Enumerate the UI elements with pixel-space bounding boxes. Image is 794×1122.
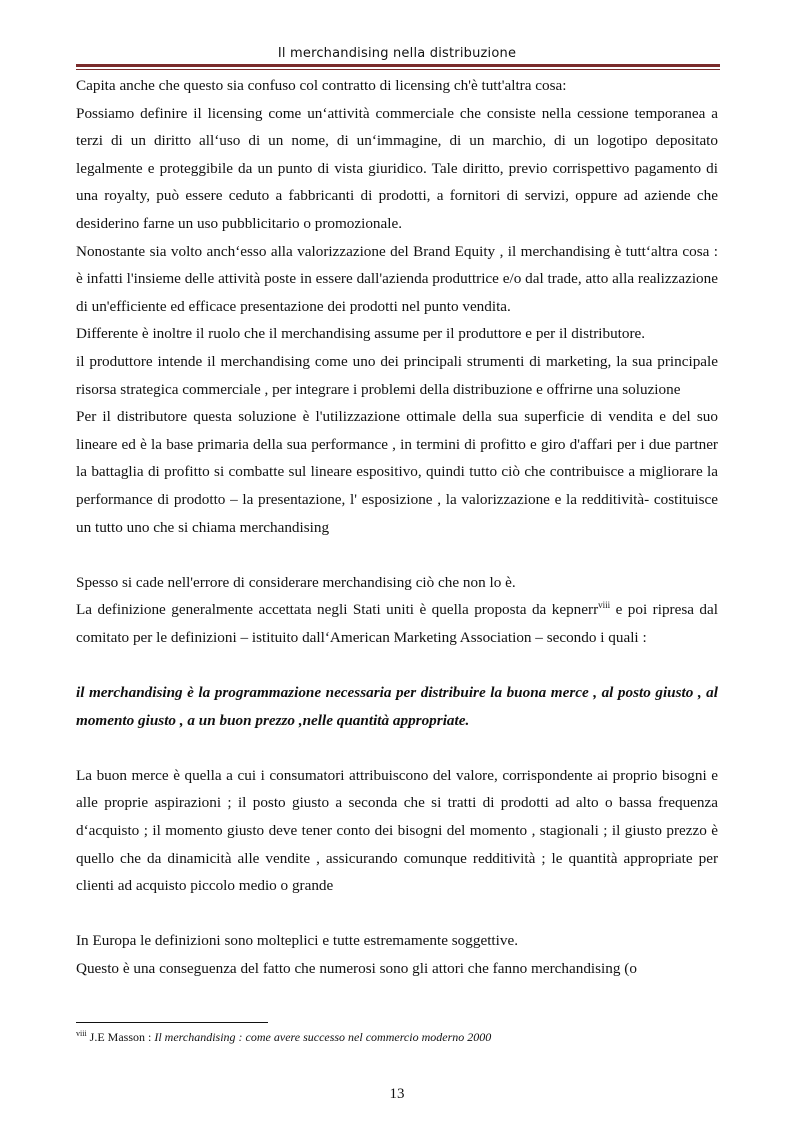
page-body bbox=[76, 72, 718, 983]
running-header: Il merchandising nella distribuzione bbox=[277, 46, 517, 61]
paragraph-6: Per il distributore questa soluzione è l'utilizzazione ottimale della sua superficie di vendita e del suo lineare ed è la base primaria della sua performance , in termini di profitto e giro d'affari per i due partner la battaglia di profitto si combatte sul lineare espositivo, quindi tutto ciò che contribuisce a migliorare la performance di prodotto – la presentazione, l' esposizione , la valorizzazione e la redditività- costituisce un tutto uno che si chiama merchandising bbox=[76, 408, 718, 536]
paragraph-10: In Europa le definizioni sono molteplici e tutte estremamente soggettive. bbox=[76, 932, 518, 950]
blank-line bbox=[76, 541, 718, 569]
footnote-marker: viii bbox=[76, 1029, 87, 1038]
header-rule-thick bbox=[76, 64, 720, 67]
paragraph-8-text-after: e poi ripresa dal comitato per le definizioni – istituito dall‘American Marketing Association – secondo i quali : bbox=[76, 601, 718, 646]
definition-quote: il merchandising è la programmazione necessaria per distribuire la buona merce , al posto giusto , al momento giusto , a un buon prezzo ,nelle quantità appropriate. bbox=[76, 684, 718, 729]
footnote-title: Il merchandising : come avere successo nel commercio moderno 2000 bbox=[154, 1030, 492, 1044]
header-rule-thin bbox=[76, 69, 720, 70]
paragraph-11: Questo è una conseguenza del fatto che numerosi sono gli attori che fanno merchandising (o bbox=[76, 960, 637, 977]
blank-line bbox=[76, 900, 718, 928]
paragraph-5: il produttore intende il merchandising come uno dei principali strumenti di marketing, la sua principale risorsa strategica commerciale , per integrare i problemi della distribuzione e offrirne una soluzione bbox=[76, 352, 718, 398]
paragraph-4: Differente è inoltre il ruolo che il merchandising assume per il produttore e per il distributore. bbox=[76, 325, 646, 343]
paragraph-1: Capita anche che questo sia confuso col contratto di licensing ch'è tutt'altra cosa: bbox=[76, 77, 567, 94]
page-number: 13 bbox=[389, 1086, 405, 1102]
footnote-separator bbox=[76, 1022, 268, 1023]
blank-line bbox=[76, 651, 718, 679]
footnote-reference[interactable]: viii bbox=[598, 600, 611, 611]
footnote-author: J.E Masson : bbox=[86, 1030, 155, 1044]
footnote bbox=[76, 1030, 491, 1045]
paragraph-8-text-before: La definizione generalmente accettata negli Stati uniti è quella proposta da kepnerr bbox=[76, 601, 599, 619]
paragraph-9: La buon merce è quella a cui i consumatori attribuiscono del valore, corrispondente ai proprio bisogni e alle proprie aspirazioni ; il posto giusto a seconda che si tratti di prodotti ad alto o bassa frequenza d‘acquisto ; il momento giusto deve tener conto dei bisogni del momento , stagionali ; il giusto prezzo è quello che da dinamicità alle vendite , assicurando comunque redditività ; le quantità appropriate per clienti ad acquisto piccolo medio o grande bbox=[76, 766, 718, 895]
paragraph-2: Possiamo definire il licensing come un‘attività commerciale che consiste nella cessione temporanea a terzi di un diritto all‘uso di un nome, di un‘immagine, di un marchio, di un logotipo depositato legalmente e proteggibile da un punto di vista giuridico. Tale diritto, previo corrispettivo pagamento di una royalty, può essere ceduto a fabbricanti di prodotti, a fornitori di servizi, oppure ad aziende che desiderino farne un uso pubblicitario o promozionale. bbox=[76, 104, 718, 232]
paragraph-7: Spesso si cade nell'errore di considerare merchandising ciò che non lo è. bbox=[76, 573, 516, 591]
paragraph-8 bbox=[76, 596, 718, 651]
paragraph-3: Nonostante sia volto anch‘esso alla valorizzazione del Brand Equity , il merchandising è tutt‘altra cosa : è infatti l'insieme delle attività poste in essere dall'azienda produttrice e/o dal trade, atto alla realizzazione di un'efficiente ed efficace presentazione dei prodotti nel punto vendita. bbox=[76, 242, 718, 315]
blank-line bbox=[76, 734, 718, 762]
